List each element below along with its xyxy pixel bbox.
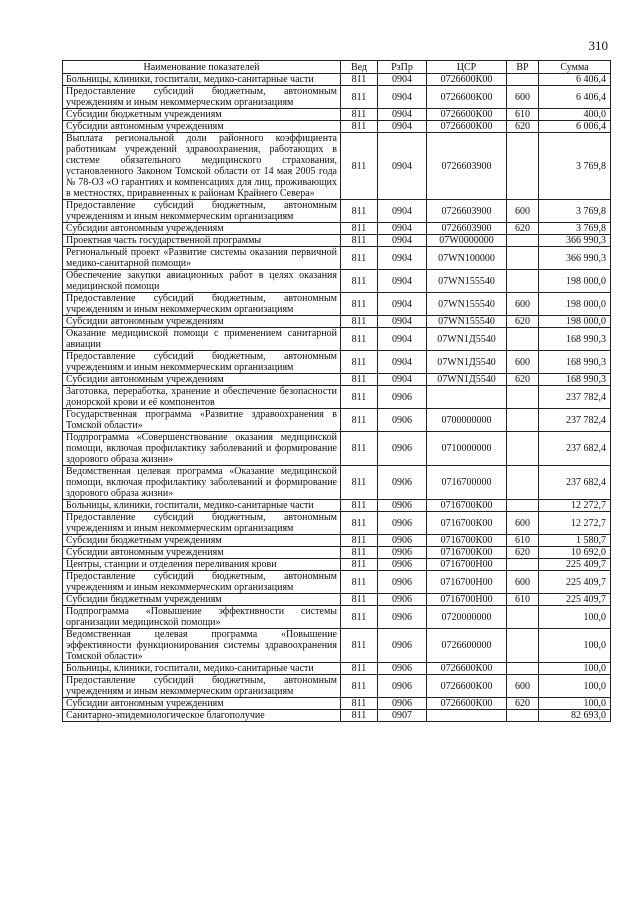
cell-sum: 6 406,4 bbox=[539, 86, 611, 109]
cell-rzpr: 0906 bbox=[378, 466, 427, 500]
cell-csr: 07WN155540 bbox=[427, 316, 507, 328]
cell-vr bbox=[507, 710, 539, 722]
cell-name: Субсидии автономным учреждениям bbox=[63, 547, 341, 559]
cell-sum: 6 406,4 bbox=[539, 74, 611, 86]
header-ved: Вед bbox=[341, 61, 378, 74]
cell-vr bbox=[507, 247, 539, 270]
cell-csr: 07WN1Д5540 bbox=[427, 374, 507, 386]
cell-ved: 811 bbox=[341, 698, 378, 710]
cell-sum: 3 769,8 bbox=[539, 133, 611, 200]
cell-rzpr: 0904 bbox=[378, 223, 427, 235]
table-row bbox=[63, 466, 611, 500]
cell-sum: 198 000,0 bbox=[539, 270, 611, 293]
cell-ved: 811 bbox=[341, 247, 378, 270]
cell-sum: 10 692,0 bbox=[539, 547, 611, 559]
cell-ved: 811 bbox=[341, 535, 378, 547]
table-row bbox=[63, 386, 611, 409]
cell-rzpr: 0907 bbox=[378, 710, 427, 722]
cell-csr: 0726600К00 bbox=[427, 109, 507, 121]
cell-rzpr: 0906 bbox=[378, 629, 427, 663]
table-row bbox=[63, 594, 611, 606]
cell-ved: 811 bbox=[341, 374, 378, 386]
cell-ved: 811 bbox=[341, 293, 378, 316]
table-row bbox=[63, 606, 611, 629]
cell-sum: 237 782,4 bbox=[539, 409, 611, 432]
cell-ved: 811 bbox=[341, 386, 378, 409]
cell-name: Субсидии бюджетным учреждениям bbox=[63, 594, 341, 606]
cell-rzpr: 0906 bbox=[378, 675, 427, 698]
cell-vr bbox=[507, 74, 539, 86]
cell-sum: 400,0 bbox=[539, 109, 611, 121]
cell-rzpr: 0906 bbox=[378, 663, 427, 675]
cell-ved: 811 bbox=[341, 270, 378, 293]
cell-csr: 0716700Н00 bbox=[427, 571, 507, 594]
cell-vr: 600 bbox=[507, 86, 539, 109]
cell-sum: 6 006,4 bbox=[539, 121, 611, 133]
cell-rzpr: 0906 bbox=[378, 386, 427, 409]
cell-csr: 0716700К00 bbox=[427, 547, 507, 559]
cell-vr: 620 bbox=[507, 698, 539, 710]
cell-ved: 811 bbox=[341, 500, 378, 512]
cell-sum: 168 990,3 bbox=[539, 374, 611, 386]
cell-ved: 811 bbox=[341, 547, 378, 559]
table-header-row bbox=[63, 61, 611, 74]
cell-ved: 811 bbox=[341, 200, 378, 223]
cell-rzpr: 0904 bbox=[378, 328, 427, 351]
cell-rzpr: 0906 bbox=[378, 409, 427, 432]
table-row bbox=[63, 512, 611, 535]
table-row bbox=[63, 432, 611, 466]
cell-ved: 811 bbox=[341, 223, 378, 235]
cell-ved: 811 bbox=[341, 675, 378, 698]
cell-sum: 237 682,4 bbox=[539, 466, 611, 500]
cell-ved: 811 bbox=[341, 512, 378, 535]
cell-csr: 0716700К00 bbox=[427, 500, 507, 512]
table-row bbox=[63, 121, 611, 133]
cell-csr: 07WN155540 bbox=[427, 293, 507, 316]
cell-vr: 600 bbox=[507, 351, 539, 374]
cell-vr: 620 bbox=[507, 547, 539, 559]
cell-sum: 168 990,3 bbox=[539, 328, 611, 351]
cell-csr: 0726600К00 bbox=[427, 86, 507, 109]
cell-rzpr: 0906 bbox=[378, 512, 427, 535]
cell-vr bbox=[507, 663, 539, 675]
header-sum: Сумма bbox=[539, 61, 611, 74]
cell-csr: 0716700Н00 bbox=[427, 559, 507, 571]
cell-name: Предоставление субсидий бюджетным, автономным учреждениям и иным некоммерческим организациям bbox=[63, 293, 341, 316]
cell-sum: 3 769,8 bbox=[539, 223, 611, 235]
table-row bbox=[63, 86, 611, 109]
cell-csr: 0726600К00 bbox=[427, 74, 507, 86]
cell-sum: 12 272,7 bbox=[539, 512, 611, 535]
cell-sum: 168 990,3 bbox=[539, 351, 611, 374]
cell-sum: 3 769,8 bbox=[539, 200, 611, 223]
cell-name: Заготовка, переработка, хранение и обеспечение безопасности донорской крови и её компонентов bbox=[63, 386, 341, 409]
cell-vr bbox=[507, 409, 539, 432]
cell-sum: 82 693,0 bbox=[539, 710, 611, 722]
cell-vr bbox=[507, 235, 539, 247]
cell-sum: 225 409,7 bbox=[539, 594, 611, 606]
cell-csr: 07WN100000 bbox=[427, 247, 507, 270]
cell-csr: 0726600К00 bbox=[427, 675, 507, 698]
cell-vr: 620 bbox=[507, 316, 539, 328]
cell-name: Субсидии автономным учреждениям bbox=[63, 223, 341, 235]
cell-sum: 100,0 bbox=[539, 698, 611, 710]
cell-sum: 100,0 bbox=[539, 606, 611, 629]
cell-vr bbox=[507, 606, 539, 629]
cell-csr bbox=[427, 386, 507, 409]
cell-name: Санитарно-эпидемиологическое благополучие bbox=[63, 710, 341, 722]
table-row bbox=[63, 247, 611, 270]
cell-ved: 811 bbox=[341, 235, 378, 247]
cell-name: Субсидии бюджетным учреждениям bbox=[63, 109, 341, 121]
cell-ved: 811 bbox=[341, 133, 378, 200]
cell-vr: 610 bbox=[507, 535, 539, 547]
cell-csr: 0720000000 bbox=[427, 606, 507, 629]
cell-rzpr: 0904 bbox=[378, 351, 427, 374]
table-row bbox=[63, 710, 611, 722]
cell-csr: 0726603900 bbox=[427, 133, 507, 200]
cell-sum: 237 682,4 bbox=[539, 432, 611, 466]
cell-name: Государственная программа «Развитие здравоохранения в Томской области» bbox=[63, 409, 341, 432]
header-vr: ВР bbox=[507, 61, 539, 74]
cell-sum: 100,0 bbox=[539, 675, 611, 698]
cell-vr: 600 bbox=[507, 571, 539, 594]
cell-rzpr: 0904 bbox=[378, 235, 427, 247]
table-row bbox=[63, 270, 611, 293]
table-row bbox=[63, 374, 611, 386]
cell-vr bbox=[507, 466, 539, 500]
cell-csr: 0726600К00 bbox=[427, 698, 507, 710]
cell-ved: 811 bbox=[341, 710, 378, 722]
cell-csr: 07WN1Д5540 bbox=[427, 351, 507, 374]
cell-name: Предоставление субсидий бюджетным, автономным учреждениям и иным некоммерческим организациям bbox=[63, 200, 341, 223]
cell-vr: 600 bbox=[507, 675, 539, 698]
cell-csr: 0716700К00 bbox=[427, 512, 507, 535]
cell-ved: 811 bbox=[341, 121, 378, 133]
cell-ved: 811 bbox=[341, 594, 378, 606]
table-row bbox=[63, 328, 611, 351]
cell-rzpr: 0904 bbox=[378, 270, 427, 293]
cell-sum: 225 409,7 bbox=[539, 571, 611, 594]
cell-ved: 811 bbox=[341, 571, 378, 594]
cell-vr: 600 bbox=[507, 200, 539, 223]
cell-name: Подпрограмма «Повышение эффективности системы организации медицинской помощи» bbox=[63, 606, 341, 629]
cell-csr: 0726603900 bbox=[427, 223, 507, 235]
cell-vr: 600 bbox=[507, 512, 539, 535]
cell-name: Проектная часть государственной программы bbox=[63, 235, 341, 247]
table-row bbox=[63, 74, 611, 86]
table-row bbox=[63, 409, 611, 432]
table-row bbox=[63, 547, 611, 559]
cell-ved: 811 bbox=[341, 328, 378, 351]
table-row bbox=[63, 559, 611, 571]
cell-csr: 07WN1Д5540 bbox=[427, 328, 507, 351]
cell-rzpr: 0906 bbox=[378, 559, 427, 571]
cell-name: Ведомственная целевая программа «Повышение эффективности функционирования системы здравоохранения Томской области» bbox=[63, 629, 341, 663]
cell-ved: 811 bbox=[341, 663, 378, 675]
cell-vr: 610 bbox=[507, 109, 539, 121]
table-row bbox=[63, 235, 611, 247]
cell-csr bbox=[427, 710, 507, 722]
cell-vr bbox=[507, 133, 539, 200]
cell-vr bbox=[507, 629, 539, 663]
cell-name: Предоставление субсидий бюджетным, автономным учреждениям и иным некоммерческим организациям bbox=[63, 512, 341, 535]
cell-sum: 237 782,4 bbox=[539, 386, 611, 409]
table-row bbox=[63, 133, 611, 200]
cell-vr bbox=[507, 432, 539, 466]
header-csr: ЦСР bbox=[427, 61, 507, 74]
cell-rzpr: 0906 bbox=[378, 594, 427, 606]
table-row bbox=[63, 571, 611, 594]
cell-name: Субсидии автономным учреждениям bbox=[63, 316, 341, 328]
table-row bbox=[63, 109, 611, 121]
cell-ved: 811 bbox=[341, 316, 378, 328]
cell-rzpr: 0904 bbox=[378, 200, 427, 223]
table-row bbox=[63, 293, 611, 316]
cell-name: Центры, станции и отделения переливания крови bbox=[63, 559, 341, 571]
cell-ved: 811 bbox=[341, 432, 378, 466]
cell-rzpr: 0906 bbox=[378, 547, 427, 559]
table-row bbox=[63, 351, 611, 374]
cell-csr: 0726600К00 bbox=[427, 121, 507, 133]
header-rzpr: РзПр bbox=[378, 61, 427, 74]
cell-rzpr: 0906 bbox=[378, 535, 427, 547]
cell-sum: 198 000,0 bbox=[539, 293, 611, 316]
cell-csr: 0726600000 bbox=[427, 629, 507, 663]
cell-ved: 811 bbox=[341, 629, 378, 663]
cell-name: Больницы, клиники, госпитали, медико-санитарные части bbox=[63, 500, 341, 512]
cell-rzpr: 0904 bbox=[378, 316, 427, 328]
page-number: 310 bbox=[588, 38, 608, 53]
cell-rzpr: 0904 bbox=[378, 74, 427, 86]
cell-rzpr: 0904 bbox=[378, 374, 427, 386]
cell-ved: 811 bbox=[341, 606, 378, 629]
cell-vr bbox=[507, 500, 539, 512]
cell-name: Предоставление субсидий бюджетным, автономным учреждениям и иным некоммерческим организациям bbox=[63, 351, 341, 374]
cell-vr: 610 bbox=[507, 594, 539, 606]
cell-ved: 811 bbox=[341, 74, 378, 86]
budget-table bbox=[62, 60, 611, 722]
cell-csr: 0716700К00 bbox=[427, 535, 507, 547]
cell-name: Субсидии автономным учреждениям bbox=[63, 374, 341, 386]
cell-rzpr: 0906 bbox=[378, 606, 427, 629]
cell-name: Предоставление субсидий бюджетным, автономным учреждениям и иным некоммерческим организациям bbox=[63, 86, 341, 109]
cell-csr: 0726600К00 bbox=[427, 663, 507, 675]
cell-csr: 0716700000 bbox=[427, 466, 507, 500]
cell-rzpr: 0904 bbox=[378, 247, 427, 270]
cell-name: Больницы, клиники, госпитали, медико-санитарные части bbox=[63, 74, 341, 86]
cell-ved: 811 bbox=[341, 86, 378, 109]
cell-sum: 12 272,7 bbox=[539, 500, 611, 512]
cell-rzpr: 0904 bbox=[378, 133, 427, 200]
cell-rzpr: 0906 bbox=[378, 500, 427, 512]
cell-vr bbox=[507, 270, 539, 293]
table-row bbox=[63, 698, 611, 710]
cell-ved: 811 bbox=[341, 351, 378, 374]
cell-rzpr: 0904 bbox=[378, 86, 427, 109]
cell-vr bbox=[507, 386, 539, 409]
table-row bbox=[63, 629, 611, 663]
cell-sum: 366 990,3 bbox=[539, 235, 611, 247]
cell-name: Субсидии автономным учреждениям bbox=[63, 698, 341, 710]
cell-sum: 198 000,0 bbox=[539, 316, 611, 328]
table-row bbox=[63, 535, 611, 547]
cell-name: Обеспечение закупки авиационных работ в целях оказания медицинской помощи bbox=[63, 270, 341, 293]
table-row bbox=[63, 663, 611, 675]
cell-name: Выплата региональной доли районного коэффициента работникам учреждений здравоохранения, работающих в системе обязательного медицинского страхования, установленного Законом Томской области от 14 мая 2005 года № 78-ОЗ «О гарантиях и компенсациях для лиц, проживающих в местностях, приравненных к районам Крайнего Севера» bbox=[63, 133, 341, 200]
cell-vr: 600 bbox=[507, 293, 539, 316]
cell-sum: 100,0 bbox=[539, 663, 611, 675]
cell-vr: 620 bbox=[507, 374, 539, 386]
table-row bbox=[63, 500, 611, 512]
cell-name: Больницы, клиники, госпитали, медико-санитарные части bbox=[63, 663, 341, 675]
cell-name: Субсидии автономным учреждениям bbox=[63, 121, 341, 133]
cell-sum: 1 580,7 bbox=[539, 535, 611, 547]
cell-ved: 811 bbox=[341, 109, 378, 121]
cell-vr: 620 bbox=[507, 121, 539, 133]
cell-ved: 811 bbox=[341, 559, 378, 571]
cell-rzpr: 0904 bbox=[378, 293, 427, 316]
cell-vr: 620 bbox=[507, 223, 539, 235]
cell-sum: 225 409,7 bbox=[539, 559, 611, 571]
cell-ved: 811 bbox=[341, 466, 378, 500]
cell-name: Субсидии бюджетным учреждениям bbox=[63, 535, 341, 547]
cell-ved: 811 bbox=[341, 409, 378, 432]
cell-csr: 07W0000000 bbox=[427, 235, 507, 247]
cell-vr bbox=[507, 328, 539, 351]
cell-csr: 0700000000 bbox=[427, 409, 507, 432]
cell-name: Оказание медицинской помощи с применением санитарной авиации bbox=[63, 328, 341, 351]
cell-sum: 100,0 bbox=[539, 629, 611, 663]
header-name: Наименование показателей bbox=[63, 61, 341, 74]
cell-sum: 366 990,3 bbox=[539, 247, 611, 270]
cell-csr: 0716700Н00 bbox=[427, 594, 507, 606]
cell-rzpr: 0904 bbox=[378, 121, 427, 133]
cell-name: Ведомственная целевая программа «Оказание медицинской помощи, включая профилактику заболеваний и формирование здорового образа жизни» bbox=[63, 466, 341, 500]
cell-rzpr: 0906 bbox=[378, 698, 427, 710]
table-row bbox=[63, 316, 611, 328]
cell-rzpr: 0906 bbox=[378, 571, 427, 594]
cell-csr: 07WN155540 bbox=[427, 270, 507, 293]
cell-name: Предоставление субсидий бюджетным, автономным учреждениям и иным некоммерческим организациям bbox=[63, 571, 341, 594]
cell-vr bbox=[507, 559, 539, 571]
cell-rzpr: 0904 bbox=[378, 109, 427, 121]
cell-rzpr: 0906 bbox=[378, 432, 427, 466]
cell-name: Предоставление субсидий бюджетным, автономным учреждениям и иным некоммерческим организациям bbox=[63, 675, 341, 698]
table-row bbox=[63, 200, 611, 223]
table-row bbox=[63, 675, 611, 698]
cell-name: Подпрограмма «Совершенствование оказания медицинской помощи, включая профилактику заболеваний и формирование здорового образа жизни» bbox=[63, 432, 341, 466]
cell-csr: 0726603900 bbox=[427, 200, 507, 223]
cell-name: Региональный проект «Развитие системы оказания первичной медико-санитарной помощи» bbox=[63, 247, 341, 270]
cell-csr: 0710000000 bbox=[427, 432, 507, 466]
table-row bbox=[63, 223, 611, 235]
